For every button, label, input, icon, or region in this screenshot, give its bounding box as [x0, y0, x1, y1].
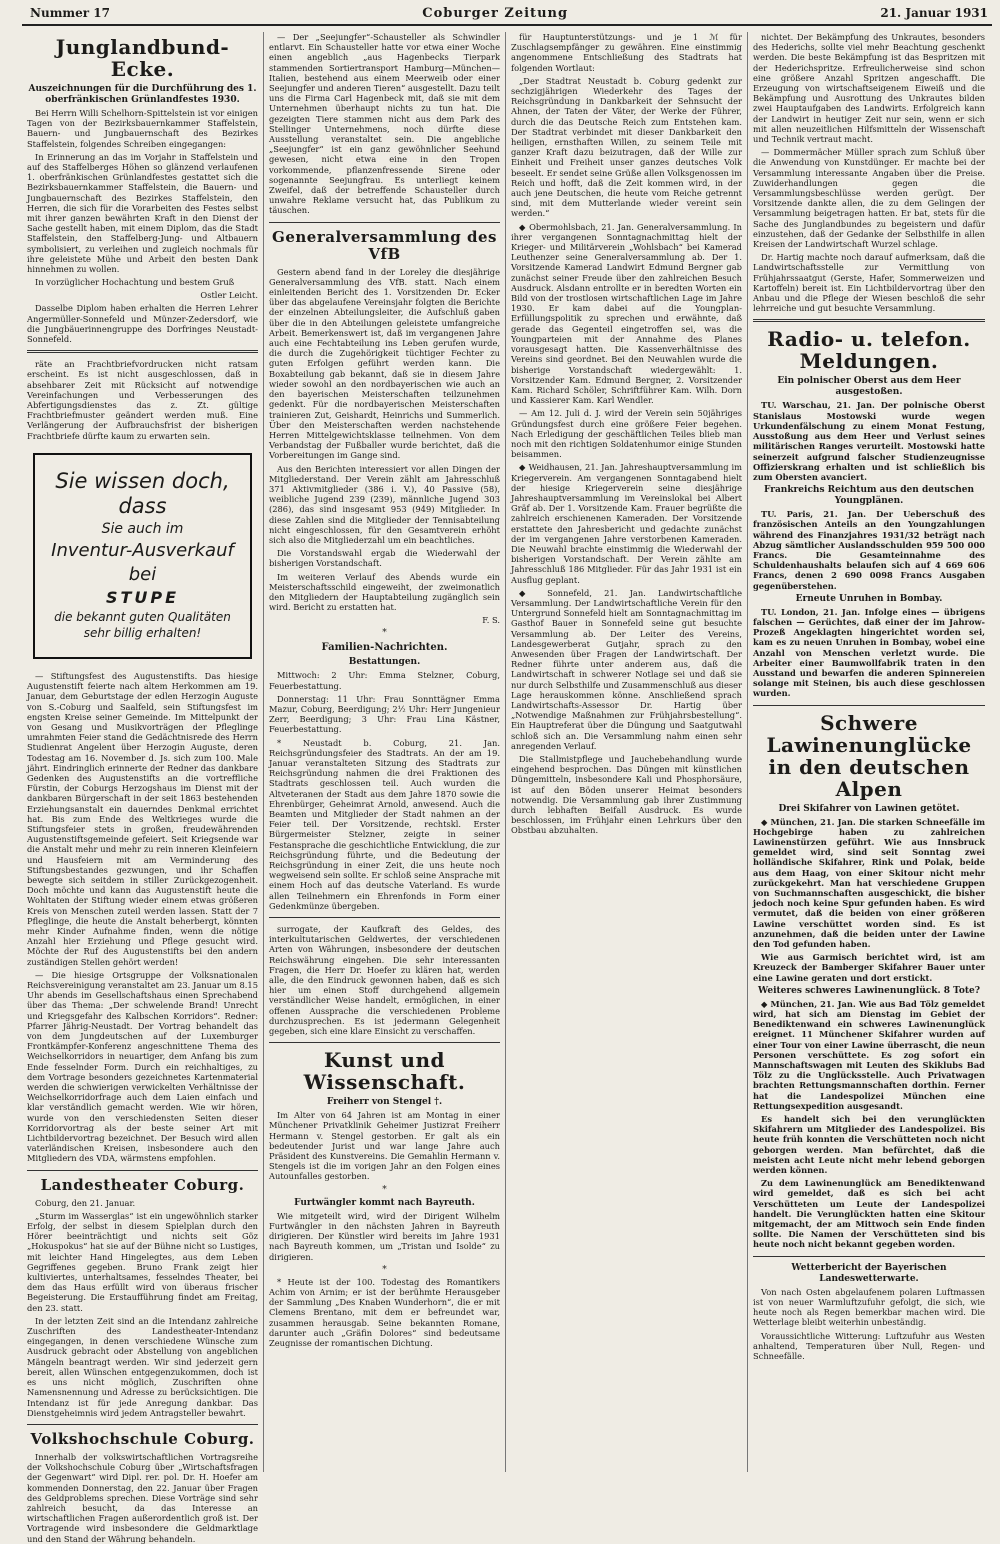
subheadline-auszeichnungen: Auszeichnungen für die Durchführung des 1. oberfränkischen Grünlandfestes 1930.: [28, 84, 257, 105]
subheadline-polnischer-oberst: Ein polnischer Oberst aus dem Heer ausgestoßen.: [777, 376, 961, 398]
article-paragraph: Dasselbe Diplom haben erhalten die Herren Lehrer Angermüller-Sonnefeld und Münzer-Zedersdorf, wie die Jungbäuerinnengruppe des Dorfringes Neustadt-Sonnefeld.: [27, 303, 258, 345]
divider: [27, 1424, 258, 1425]
article-paragraph: Innerhalb der volkswirtschaftlichen Vortragsreihe der Volkshochschule Coburg über „Wirtschaftsfragen der Gegenwart“ wird Dipl. rer. pol. Dr. H. Hoefer am kommenden Donnerstag, den 22. Januar über Fragen des Geldproblems sprechen. Diese Vorträge sind sehr zahlreich besucht, da das Interesse an wirtschaftlichen Fragen außerordentlich groß ist. Der Vortragende wird insbesondere die Geldmarktlage und den Stand der Währung behandeln.: [27, 1451, 258, 1544]
column-4: [748, 32, 990, 1472]
article-paragraph: Coburg, den 21. Januar.: [35, 1197, 136, 1208]
divider: [753, 319, 985, 322]
article-paragraph: Im Alter von 64 Jahren ist am Montag in einer Münchener Privatklinik Geheimer Justizrat Freiherr Hermann v. Stengel gestorben. Er galt als ein bedeutender Jurist und war lange Jahre auch Präsident des Kunstvereins. Die Gemahlin Hermann v. Stengels ist die im vorigen Jahr an den Folgen eines Autounfalles gestorben.: [269, 1110, 500, 1182]
article-paragraph: Wie aus Garmisch berichtet wird, ist am Kreuzeck der Bamberger Skifahrer Bauer unter eine Lawine geraten und dort erstickt.: [753, 952, 985, 983]
headline-radio: Radio- u. telefon. Meldungen.: [767, 327, 971, 374]
column-3: [506, 32, 748, 1472]
divider: [269, 1042, 500, 1043]
divider: [27, 350, 258, 353]
headline-familien: Familien-Nachrichten.: [321, 642, 448, 654]
headline-junglandbund: Junglandbund-Ecke.: [55, 35, 230, 81]
separator-star: *: [382, 1264, 387, 1275]
subheadline-stengel: Freiherr von Stengel †.: [326, 1097, 443, 1108]
masthead: [22, 6, 992, 26]
signature: F. S.: [482, 615, 500, 626]
divider: [269, 222, 500, 223]
article-paragraph: ◆ München, 21. Jan. Wie aus Bad Tölz gemeldet wird, hat sich am Dienstag im Gebiet der Benediktenwand ein schweres Lawinenunglück ereignet. 11 Münchener Skifahrer wurden auf einer Tour von einer Lawine überrascht, die neun Personen verschüttete. Es zog sofort ein Mannschaftswagen mit Leuten des Skiklubs Bad Tölz zu die Unglücksstelle. Auch Privatwagen brachten Rettungsmannschaften dorthin. Ferner hat die Landespolizei München eine Rettungsexpedition ausgesandt.: [753, 998, 985, 1111]
article-paragraph: * Heute ist der 100. Todestag des Romantikers Achim von Arnim; er ist der berühmte Herausgeber der Sammlung „Des Knaben Wunderhorn“, die er mit Clemens Brentano, mit dem er befreundet war, zusammen herausgab. Seine bekannten Romane, darunter auch „Gräfin Dolores“ sind bedeutsame Zeugnisse der romantischen Dichtung.: [269, 1276, 500, 1348]
article-paragraph: Gestern abend fand in der Loreley die diesjährige Generalversammlung des VfB. statt. Nach einem einleitenden Bericht des 1. Vorsitzenden Dr. Ecker über das abgelaufene Vereinsjahr folgten die Berichte der einzelnen Abteilungsleiter, die Aufschluß gaben über die in den Abteilungen geleistete umfangreiche Arbeit. Bemerkenswert ist, daß im vergangenen Jahre auch eine Fechtabteilung ins Leben gerufen wurde, die durch die Zugehörigkeit tüchtiger Fechter zu guten Erfolgen geführt werden kann. Die Boxabteilung gab bekannt, daß sie in diesem Jahre wieder sowohl an den nordbayerischen wie auch an den bayerischen Meisterschaften teilzunehmen gedenkt. Für die nordbayerischen Meisterschaften trainieren Zut, Geishardt, Heinrichs und Summerlich. Über den Meisterschaften werden nachstehende Herren Mittelgewichtsklasse teilnehmen. Von dem Verbandstag der Fußballer wurde berichtet, daß die Vorbereitungen im Gange sind.: [269, 266, 500, 461]
ad-line: Sie auch im: [101, 520, 184, 537]
article-paragraph: ◆ Sonnefeld, 21. Jan. Landwirtschaftliche Versammlung. Der Landwirtschaftliche Verein für den Untergrund Sonnefeld hielt am Sonntagnachmittag im Gasthof Bauer in Sonnefeld seine gut besuchte Versammlung ab. Der Leiter des Vereins, Landesgewerberat Gutjahr, sprach zu den Anwesenden über Fragen der Landwirtschaft. Der Redner führte unter anderem aus, daß die Landwirtschaft in schwerer Notlage sei und daß sie nur durch Selbsthilfe und Zusammenschluß aus dieser Lage herauskommen könne. Anschließend sprach Landwirtschafts-Assessor Dr. Hartig über „Notwendige Maßnahmen zur Frühjahrsbestellung“. Ein Hauptreferat über die Düngung und Saatgutwahl schloß sich an. Die Versammlung nahm einen sehr anregenden Verlauf.: [511, 587, 742, 751]
subheadline-bombay: Erneute Unruhen in Bombay.: [795, 593, 943, 604]
ad-line: die bekannt guten Qualitäten sehr billig erhalten!: [54, 609, 231, 640]
article-paragraph: — Stiftungsfest des Augustenstifts. Das hiesige Augustenstift feierte nach altem Herkommen am 19. Januar, dem Geburtstage der edlen Herzogin Auguste von S.-Coburg und Saalfeld, sein Stiftungsfest im engsten Kreise seiner Gemeinde. Im Mittelpunkt der von Gesang und Musikvorträgen der Pfleglinge umrahmten Feier stand die Gedächtnisrede des Herrn Studienrat Angelent über Herzogin Auguste, deren Todestag am 16. November d. Js. sich zum 100. Male jährt. Eindringlich erinnerte der Redner das dankbare Gedenken des Augustenstifts an die vortreffliche Fürstin, der Coburgs Herzogshaus im Dienst mit der dankbaren Bürgerschaft in der seit 1863 bestehenden Erziehungsanstalt ein dauerndes Denkmal errichtet hat. Bis zum Ende des Weltkrieges wurde die Stiftungsfeier stets in großen, freudewährenden Augustenstiftsgemeinde gefeiert. Seit Kriegsende war die Anstalt mehr und mehr zu rein inneren Kleinfeiern und Hausfeiern mit am Verminderung des Stiftungsbestandes gezwungen, und ihr Schaffen bewegte sich seitdem in stiller Zurückgezogenheit. Doch möchte und kann das Augustenstift heute die Wohltaten der Stiftung wieder einem etwas größeren Kreis von Menschen zuteil werden lassen. Statt der 7 Pfleglinge, die heute die Anstalt beherbergt, könnten mehr Kinder Aufnahme finden, wenn die nötige Anzahl hier Erziehung und Pflege gesucht wird. Möchte der Ruf des Augustenstifts bei den andern zuständigen Stellen gehört werden!: [27, 670, 258, 967]
separator-star: *: [382, 628, 387, 639]
article-paragraph: Im weiteren Verlauf des Abends wurde ein Meisterschaftsschild eingeweiht, der zweimonatlich den Mitgliedern der Hauptabteilung zugänglich sein wird. Bericht zu erstatten hat.: [269, 571, 500, 613]
article-paragraph: Aus den Berichten interessiert vor allen Dingen der Mitgliederstand. Der Verein zählt am Jahresschluß 371 Aktivmitglieder (386 i. V.), 40 Passive (58), weibliche Jugend 239 (239), männliche Jugend 303 (286), das sind insgesamt 953 (949) Mitglieder. In diese Zahlen sind die Mitglieder der Tennisabteilung nicht eingeschlossen, für den Gesamtverein erhöht sich also die Mitgliederzahl um ein beachtliches.: [269, 463, 500, 545]
column-1: [22, 32, 264, 1544]
article-paragraph: — Der „Seejungfer“-Schausteller als Schwindler entlarvt. Ein Schausteller hatte vor etwa einer Woche einen angeblich „aus Hagenbecks Tierpark stammenden Sortiertransport Hamburg—München—Italien, bestehend aus einem Meerweib oder einer Seejungfer und anderen Tieren“ ausgestellt. Dazu teilt uns die Firma Carl Hagenbeck mit, daß sie mit dem Unternehmen überhaupt nichts zu tun hat. Die gezeigten Tiere stammen nicht aus dem Park des Stellinger Unternehmens, noch dürfte diese Ausstellung veranstaltet sein. Die angebliche „Seejungfer“ ist ein ganz gewöhnlicher Seehund gewesen, nicht etwa eine in den Tropen vorkommende, pflanzenfressende Sirene oder sogenannte Seejungfrau. Es unterliegt keinem Zweifel, daß der betreffende Schausteller durch unwahre Reklame versucht hat, das Publikum zu täuschen.: [269, 32, 500, 216]
headline-lawinen: Schwere Lawinenunglücke in den deutschen Alpen: [766, 710, 972, 801]
columns: [22, 32, 992, 1544]
column-2: [264, 32, 506, 1472]
article-paragraph: In der letzten Zeit sind an die Intendanz zahlreiche Zuschriften des Landestheater-Intendanz eingegangen, in denen verschiedene Wünsche zum Ausdruck gebracht oder Abstellung von angeblichen Mängeln beantragt werden. Wir sind jederzeit gern bereit, allen Wünschen entgegenzukommen, doch ist es uns nicht möglich, Zuschriften ohne Namensnennung und Adresse zu berücksichtigen. Die Intendanz ist für jede Anregung dankbar. Das Dienstgeheimnis wird jedem Antragsteller bewahrt.: [27, 1315, 258, 1418]
article-paragraph: — Die hiesige Ortsgruppe der Volksnationalen Reichsvereinigung veranstaltet am 23. Januar um 8.15 Uhr abends im Gesellschaftshaus einen Sprechabend über das Thema: „Der schwelende Brand! Unrecht und Kriegsgefahr des Kalbschen Korridors“. Redner: Pfarrer Jährig-Neustadt. Der Vortrag behandelt das von dem Jungdeutschen auf der Luxemburger Frontkämpfer-Konferenz angeschnittene Thema des Weichselkorridors in neuartiger, dem Anfang bis zum Ende fesselnder Form. Durch ein reichhaltiges, zu dem Vortrage besonders gezeichnetes Kartenmaterial werden die schwierigen verwickelten Verhältnisse der Weichselkorridorfrage auch dem Laien einfach und klar verständlich gemacht werden. Wie wir hören, wurde von den verschiedensten Seiten dieser Korridorvortrag als der beste seiner Art mit Lichtbildervortrag bezeichnet. Der Besuch wird allen vaterländischen Kreisen, insbesondere auch den Mitgliedern des VDA, wärmstens empfohlen.: [27, 969, 258, 1164]
paper-title: Coburger Zeitung: [422, 6, 569, 21]
stupe-advertisement: [33, 453, 252, 659]
article-paragraph: für Hauptunterstützungs- und je 1 ℳ für Zuschlagsempfänger zu gewähren. Eine einstimmig angenommene Entschließung des Stadtrats hat folgenden Wortlaut:: [511, 32, 742, 73]
article-paragraph: In Erinnerung an das im Vorjahr in Staffelstein und auf des Staffelberges Höhen so glänzend verlaufenen 1. oberfränkischen Grünlandfestes gestattet sich die Bezirksbauernkammer Staffelstein, die Bauern- und Jungbauernschaft des Bezirkes Staffelstein, den Herren, die sich für die Vorarbeiten des Festes selbst mit ihrer ganzen bewährten Kraft in den Dienst der Sache gestellt haben, mit einem Diplom, das die Stadt Staffelstein, den Staffelberg-Jung- und Altbauern symbolisiert, zu verleihen und zugleich nochmals für ihre geleistete Mühe und Arbeit den besten Dank hinnehmen zu wollen.: [27, 151, 258, 275]
subheadline-bestattungen: Bestattungen.: [348, 657, 421, 668]
article-paragraph: * Neustadt b. Coburg, 21. Jan. Reichsgründungsfeier des Stadtrats. An der am 19. Januar veranstalteten Sitzung des Stadtrats zur Reichsgründung nahmen die drei Fraktionen des Stadtrats geschlossen teil. Auch wurden die Altveteranen der Stadt aus dem Jahre 1870 sowie die Ehrenbürger, Geheimrat Arnold, anwesend. Auch die Beamten und Mitglieder der Stadt nahmen an der Feier teil. Der Vorsitzende, rechtskl. Erster Bürgermeister Stelzner, zeigte in seiner Festansprache die geschichtliche Entwicklung, die zur Reichsgründung führte, und die Bedeutung der Reichsgründung in einer Zeit, die uns heute noch wegweisend sein sollte. Er schloß seine Ansprache mit einem Hoch auf das deutsche Vaterland. Es wurde allen Teilnehmern ein Ehrenfonds in Form einer Gedenkmünze übergeben.: [269, 737, 500, 911]
article-paragraph: „Sturm im Wasserglas“ ist ein ungewöhnlich starker Erfolg, der selbst in diesem Spielplan durch den Hörer beeinträchtigt und nichts seit Göz „Hokuspokus“ hat sie auf der Bühne nicht so Lustiges, mit leichter Hand Hingelegtes, aus dem Leben Gegriffenes gegeben. Bruno Frank zeigt hier kultiviertes, unterhaltsames, fesselndes Theater, bei dem das Haus erfüllt wird von überaus frischer Begeisterung. Die Erstaufführung findet am Freitag, den 23. statt.: [27, 1210, 258, 1313]
article-paragraph: TU. Warschau, 21. Jan. Der polnische Oberst Stanislaus Mostowski wurde wegen Urkundenfälschung zu einem Monat Festung, Ausstoßung aus dem Heer und Verlust seines militärischen Ranges verurteilt. Mostowski hatte seinerzeit aufgrund falscher Studienzeugnisse Offizierskrang erhalten und ist schließlich bis zum Obersten avanciert.: [753, 400, 985, 482]
article-paragraph: „Der Stadtrat Neustadt b. Coburg gedenkt zur sechzigjährigen Wiederkehr des Tages der Reichsgründung in Dankbarkeit der Sehnsucht der Ahnen, der Taten der Väter, der Werke der Führer, durch die das Deutsche Reich zum Entstehen kam. Der Stadtrat verbindet mit dieser Dankbarkeit den heiligen, ernsthaften Willen, zu seinem Teile mit ganzer Kraft dazu beizutragen, daß der Wille zur Einheit und Freiheit unser ganzes deutsches Volk beseelt. Er sendet seine Grüße allen Volksgenossen im Reich und hofft, daß die Zeit kommen wird, in der auch jene Deutschen, die heute vom Reiche getrennt sind, mit dem Mutterlande wieder vereint sein werden.“: [511, 75, 742, 219]
article-paragraph: — Dommermächer Müller sprach zum Schluß über die Anwendung von Kunstdünger. Er machte bei der Versammlung interessante Angaben über die Preise. Zuwiderhandlungen gegen die Versammlungsbeschlüsse werden gerügt. Der Vorsitzende dankte allen, die zu dem Gelingen der Versammlung beigetragen hatten. Er bat, stets für die Sache des Junglandbundes zu begeistern und dafür einzustehen, daß der Gedanke der Selbsthilfe in allen Kreisen der Landwirtschaft Wurzel schlage.: [753, 147, 985, 250]
article-paragraph: Die Stallmistpflege und Jauchebehandlung wurde eingehend besprochen. Das Düngen mit künstlichen Düngemitteln, insbesondere Kali und Phosphorsäure, ist auf den Böden unserer Heimat besonders notwendig. Die Versammlung gab ihrer Zustimmung durch lebhaften Beifall Ausdruck. Es wurde beschlossen, im Frühjahr einen Lehrkurs über den Obstbau abzuhalten.: [511, 754, 742, 836]
headline-generalversammlung: Generalversammlung des VfB: [272, 227, 497, 263]
article-paragraph: Von nach Osten abgelaufenem polaren Luftmassen ist von neuer Warmluftzufuhr gefolgt, die sich, wie heute noch als Regen bemerkbar machen wird. Die Wetterlage bleibt weiterhin unbeständig.: [753, 1286, 985, 1328]
article-paragraph: Mittwoch: 2 Uhr: Emma Stelzner, Coburg, Feuerbestattung.: [269, 670, 500, 691]
article-paragraph: räte an Frachtbriefvordrucken nicht ratsam erscheint. Es ist nicht ausgeschlossen, daß in absehbarer Zeit mit Rücksicht auf notwendige Vereinfachungen und Verbesserungen des Abfertigungsdienstes das z. Zt. gültige Frachtbriefmuster geändert werden muß. Eine Verlängerung der Aufbrauchsfrist der bisherigen Frachtbriefe dürfte kaum zu erwarten sein.: [27, 359, 258, 441]
headline-wetterbericht: Wetterbericht der Bayerischen Landeswetterwarte.: [791, 1262, 947, 1284]
ad-line: Inventur-Ausverkauf bei: [51, 539, 234, 585]
article-paragraph: — Am 12. Juli d. J. wird der Verein sein 50jähriges Gründungsfest durch eine größere Feier begehen. Nach Erledigung der geschäftlichen Teiles blieb man noch mit den richtigen Soldatenhumor einige Stunden beisammen.: [511, 408, 742, 460]
divider: [753, 705, 985, 706]
article-paragraph: Zu dem Lawinenunglück am Benediktenwand wird gemeldet, daß es sich bei acht Verschütteten um Leute der Landespolizei handelt. Die Verunglückten hatten eine Skitour mitgemacht, der am Mittwoch sein Ende finden sollte. Die Namen der Verschütteten sind bis heute noch nicht bekannt gegeben worden.: [753, 1178, 985, 1250]
article-paragraph: Die Vorstandswahl ergab die Wiederwahl der bisherigen Vorstandschaft.: [269, 548, 500, 569]
subheadline-frankreich: Frankreichs Reichtum aus den deutschen Youngplänen.: [763, 485, 975, 507]
article-paragraph: ◆ Weidhausen, 21. Jan. Jahreshauptversammlung im Kriegerverein. Am vergangenen Sonntagabend hielt der hiesige Kriegerverein seine diesjährige Jahreshauptversammlung im Vereinslokal bei Albert Gräf ab. Der 1. Vorsitzende Kam. Frauer begrüßte die zahlreich erschienenen Kameraden. Der Vorsitzende erstattete den Jahresbericht und gedachte zunächst der im vergangenen Jahre verstorbenen Kameraden. Die Neuwahl brachte einstimmig die Wiederwahl der bisherigen Vorstandschaft. Der Verein zählte am Jahresschluß 186 Mitglieder. Für das Jahr 1931 ist ein Ausflug geplant.: [511, 462, 742, 585]
ad-line: Sie wissen doch, dass: [55, 468, 230, 518]
headline-kunst: Kunst und Wissenschaft.: [303, 1048, 466, 1095]
article-paragraph: ◆ München, 21. Jan. Die starken Schneefälle im Hochgebirge haben zu zahlreichen Lawinenstürzen geführt. Wie aus Innsbruck gemeldet wird, sind seit Sonntag zwei holländische Skifahrer, Rink und Polak, beide aus dem Haag, von einer Skitour nicht mehr zurückgekehrt. Man hat verschiedene Gruppen von Suchmannschaften ausgeschickt, die bisher jedoch noch keine Spur gefunden haben. Es wird vermutet, daß die beiden von einer größeren Lawine verschüttet worden sind. Es ist anzunehmen, daß die beiden unter der Lawine den Tod gefunden haben.: [753, 816, 985, 949]
headline-landestheater: Landestheater Coburg.: [40, 1175, 245, 1194]
article-paragraph: surrogate, der Kaufkraft des Geldes, des interkultutarischen Geldwertes, der verschiedenen Arten von Währungen, insbesondere der deutschen Reichswährung eingehen. Die sehr interessanten Fragen, die Herr Dr. Hoefer zu klären hat, werden alle, die den Eindruck gewonnen haben, daß es sich hier um einen Stoff durchgehend allgemein verständlicher Weise handelt, ermöglichen, in einer offenen Aussprache die verschiedenen Probleme durchzusprechen. Es ist jedermann Gelegenheit gegeben, sich eine klare Einsicht zu verschaffen.: [269, 924, 500, 1037]
subheadline-skifahrer: Drei Skifahrer von Lawinen getötet.: [778, 803, 960, 814]
divider: [27, 1170, 258, 1171]
headline-volkshochschule: Volkshochschule Coburg.: [30, 1429, 255, 1448]
article-paragraph: Donnerstag: 11 Uhr: Frau Sonnttägner Emma Mazur, Coburg, Beerdigung; 2½ Uhr: Herr Jungenieur Zerr, Beerdigung; 3 Uhr: Frau Lina Kästner, Feuerbestattung.: [269, 693, 500, 735]
article-paragraph: Wie mitgeteilt wird, wird der Dirigent Wilhelm Furtwängler in den nächsten Jahren in Bayreuth dirigieren. Der Künstler wird bereits im Jahre 1931 nach Bayreuth kommen, um „Tristan und Isolde“ zu dirigieren.: [269, 1210, 500, 1262]
article-paragraph: ◆ Obermohlsbach, 21. Jan. Generalversammlung. In ihrer vergangenen Sonntagnachmittag hielt der Krieger- und Militärverein „Wohlsbach“ bei Kamerad Leuthenzer seine Generalversammlung ab. Der 1. Vorsitzende Kamerad Landwirt Edmund Bergner gab zunächst seiner Freude über den zahlreichen Besuch Ausdruck. Alsdann entrollte er in beredten Worten ein Bild von der trostlosen wirtschaftlichen Lage im Jahre 1930. Er kam dabei auf die Youngplan-Erfüllungspolitik zu sprechen und erwähnte, daß gerade das Gegenteil eingetroffen sei, was die Youngparteien mit der Annahme des Planes vorausgesagt hatten. Die Kassenverhältnisse des Vereins sind geordnet. Bei den Neuwahlen wurde die bisherige Vorstandschaft wiedergewählt: 1. Vorsitzender Kam. Edmund Bergner, 2. Vorsitzender Kam. Richard Schöler, Schriftführer Kam. Wilh. Dorn und Kassierer Kam. Karl Wendler.: [511, 221, 742, 406]
article-paragraph: Voraussichtliche Witterung: Luftzufuhr aus Westen anhaltend, Temperaturen über Null, Regen- und Schneefälle.: [753, 1330, 985, 1361]
issue-number: Nummer 17: [30, 6, 110, 20]
article-paragraph: Dr. Hartig machte noch darauf aufmerksam, daß die Landwirtschaftsstelle zur Vermittlung von Frühjahrssaatgut (Gerste, Hafer, Sommerweizen und Kartoffeln) bereit ist. Ein Lichtbildervortrag über den Anbau und die Pflege der Wiesen beschloß die sehr lehrreiche und gut besuchte Versammlung.: [753, 252, 985, 314]
article-paragraph: In vorzüglicher Hochachtung und bestem Gruß: [35, 277, 235, 288]
article-paragraph: Bei Herrn Willi Schelhorn-Spittelstein ist vor einigen Tagen von der Bezirksbauernkammer Staffelstein, Bauern- und Jungbauernschaft des Bezirkes Staffelstein, folgendes Schreiben eingegangen:: [27, 108, 258, 149]
separator-star: *: [382, 1184, 387, 1195]
issue-date: 21. Januar 1931: [880, 6, 988, 20]
divider: [269, 917, 500, 918]
ad-brand: STUPE: [105, 587, 180, 607]
signature: Ostler Leicht.: [200, 290, 258, 301]
article-paragraph: Es handelt sich bei den verunglückten Skifahrern um Mitglieder des Landespolizei. Bis heute früh konnten die Verschütteten noch nicht geborgen werden. Man befürchtet, daß die meisten acht Leute nicht mehr lebend geborgen werden können.: [753, 1114, 985, 1176]
article-paragraph: TU. Paris, 21. Jan. Der Ueberschuß des französischen Anteils an den Youngzahlungen während des Finanzjahres 1931/32 beträgt nach Abzug sämtlicher Auslandsschulden 959 500 000 Francs. Die Gesamteinnahme des Schuldenhaushalts belaufen sich auf 4 669 606 Francs, denen 2 690 0098 Francs Ausgaben gegenüberstehen.: [753, 509, 985, 591]
subheadline-furtwaengler: Furtwängler kommt nach Bayreuth.: [294, 1197, 475, 1208]
article-paragraph: TU. London, 21. Jan. Infolge eines — übrigens falschen — Gerüchtes, daß einer der im Jahrow-Prozeß Angeklagten hingerichtet worden sei, kam es zu neuen Unruhen in Bombay, wobei eine Anzahl von Menschen verletzt wurde. Die Arbeiter einer Baumwollfabrik traten in den Ausstand und bewarfen die anderen Spinnereien solange mit Steinen, bis auch diese geschlossen wurden.: [753, 606, 985, 699]
subheadline-weiteres: Weiteres schweres Lawinenunglück. 8 Tote?: [758, 985, 980, 996]
article-paragraph: nichtet. Der Bekämpfung des Unkrautes, besonders des Hederichs, sollte viel mehr Beachtung geschenkt werden. Die beste Bekämpfung ist das Bespritzen mit der Hederichspritze. Erfreulicherweise sind schon eine größere Anzahl Spritzen angeschafft. Die Erzeugung von wirtschaftseigenem Eiweiß und die Bekämpfung und Ausrottung des Unkrautes bilden zwei Hauptaufgaben des Landwirts. Erfolgreich kann der Landwirt in heutiger Zeit nur sein, wenn er sich mit allen neuzeitlichen Hilfsmitteln der Wissenschaft und Technik vertraut macht.: [753, 32, 985, 145]
divider: [753, 1256, 985, 1257]
